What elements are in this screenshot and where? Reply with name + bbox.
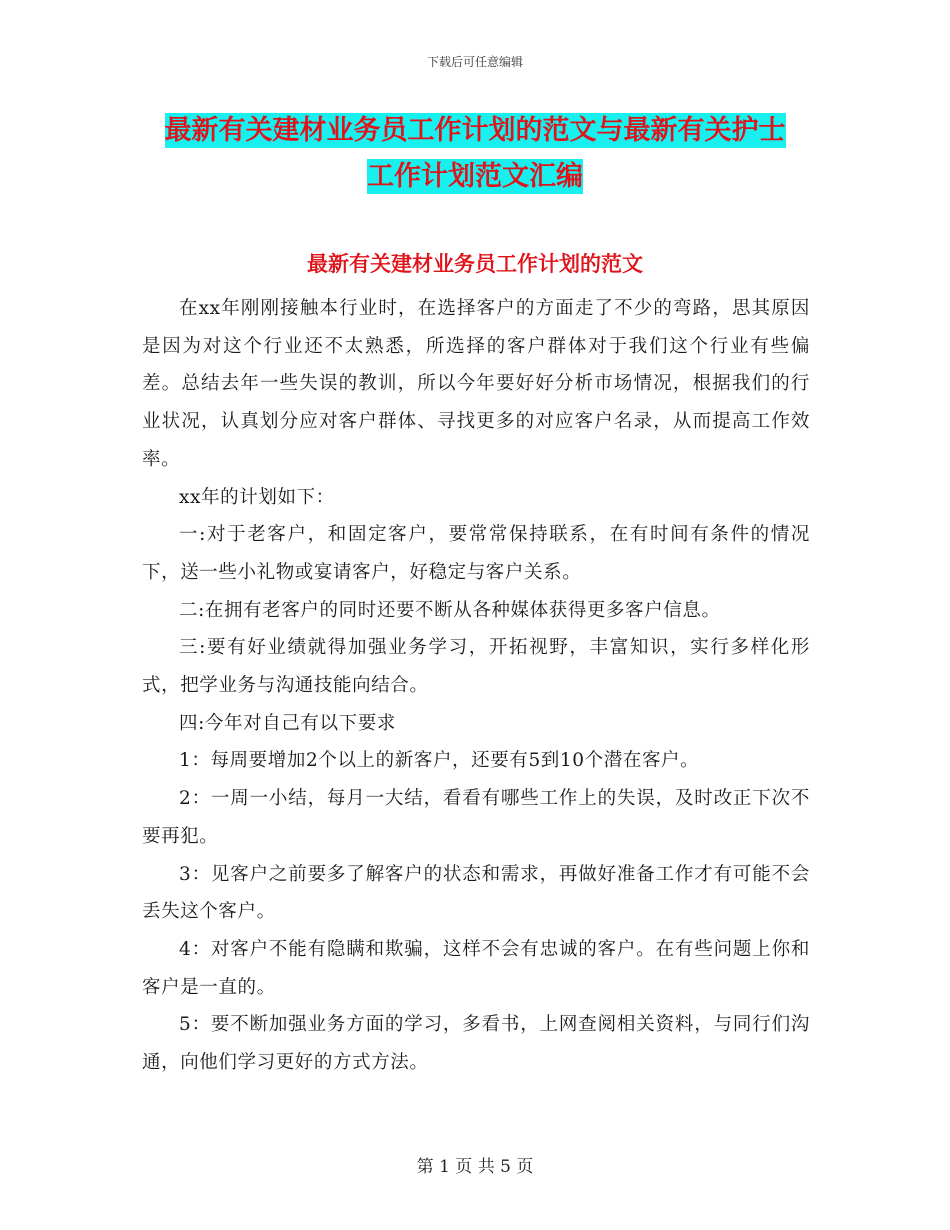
document-title [0, 108, 950, 200]
document-body [142, 290, 810, 1082]
document-title-line-2: 工作计划范文汇编 [367, 161, 583, 192]
paragraph-plan-heading: xx年的计划如下： [179, 486, 335, 508]
paragraph-plan-item-1: 一:对于老客户，和固定客户，要常常保持联系，在有时间有条件的情况下，送一些小礼物或宴请客户，好稳定与客户关系。 [142, 524, 810, 583]
header-note: 下载后可任意编辑 [426, 55, 523, 69]
paragraph-requirement-2: 2：一周一小结，每月一大结，看看有哪些工作上的失误，及时改正下次不要再犯。 [142, 788, 810, 847]
paragraph-plan-item-4: 四:今年对自己有以下要求 [179, 712, 396, 734]
paragraph-plan-item-3: 三:要有好业绩就得加强业务学习，开拓视野，丰富知识，实行多样化形式，把学业务与沟通技能向结合。 [142, 637, 810, 697]
section-title: 最新有关建材业务员工作计划的范文 [307, 251, 643, 276]
paragraph-plan-item-2: 二:在拥有老客户的同时还要不断从各种媒体获得更多客户信息。 [179, 599, 721, 621]
paragraph-intro: 在xx年刚刚接触本行业时，在选择客户的方面走了不少的弯路，思其原因是因为对这个行业还不太熟悉，所选择的客户群体对于我们这个行业有些偏差。总结去年一些失误的教训，所以今年要好好分析市场情况，根据我们的行业状况，认真划分应对客户群体、寻找更多的对应客户名录，从而提高工作效率。 [142, 298, 810, 470]
paragraph-requirement-1: 1：每周要增加2个以上的新客户，还要有5到10个潜在客户。 [179, 750, 700, 772]
paragraph-requirement-5: 5：要不断加强业务方面的学习，多看书，上网查阅相关资料，与同行们沟通，向他们学习更好的方式方法。 [142, 1014, 810, 1074]
document-title-line-1: 最新有关建材业务员工作计划的范文与最新有关护士 [164, 115, 786, 146]
page-footer: 第 1 页 共 5 页 [416, 1157, 534, 1177]
paragraph-requirement-4: 4：对客户不能有隐瞒和欺骗，这样不会有忠诚的客户。在有些问题上你和客户是一直的。 [142, 938, 810, 998]
paragraph-requirement-3: 3：见客户之前要多了解客户的状态和需求，再做好准备工作才有可能不会丢失这个客户。 [142, 863, 810, 923]
